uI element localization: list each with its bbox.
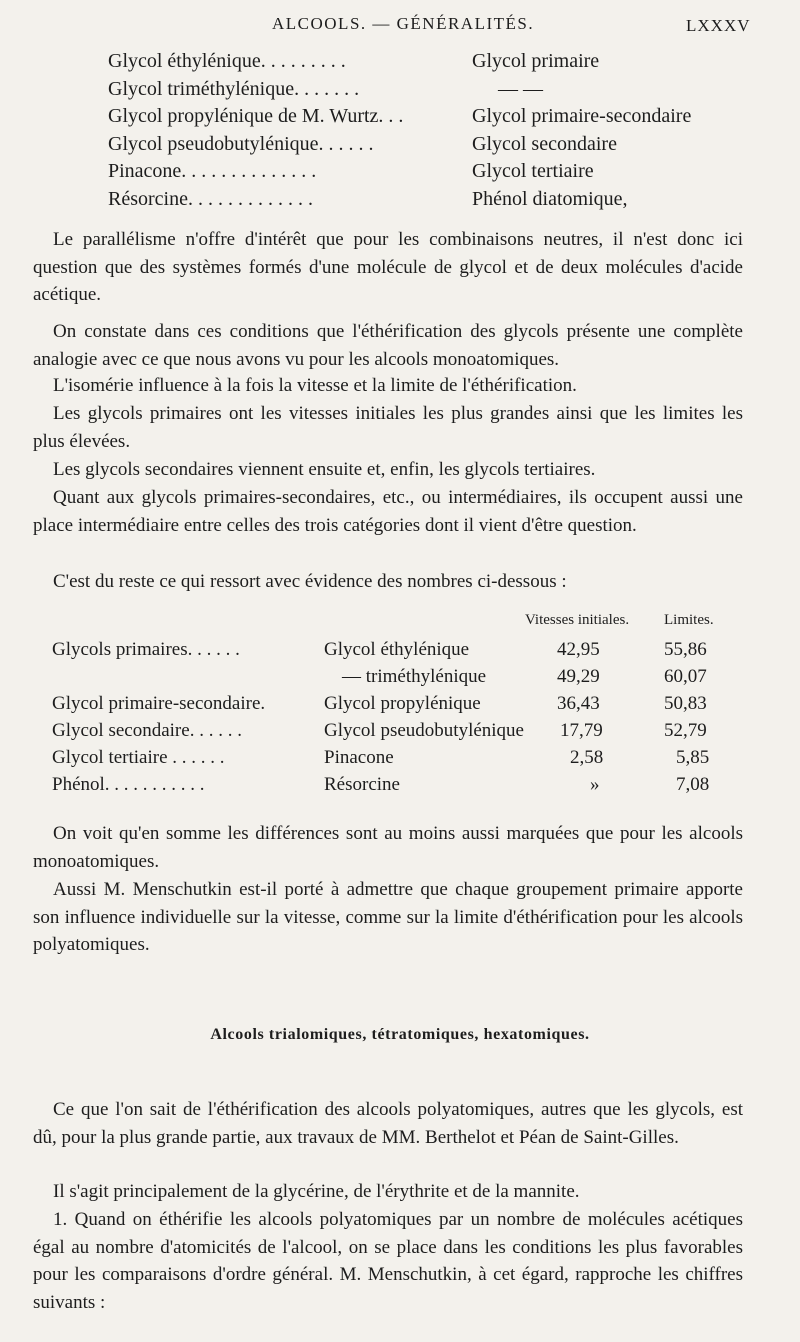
- compound-class: Glycol secondaire: [472, 132, 617, 155]
- table-cell-vitesse: 49,29: [557, 666, 600, 687]
- table-cell-vitesse: 17,79: [560, 720, 603, 741]
- list-item: [108, 48, 748, 76]
- compound-class: Glycol primaire: [472, 50, 600, 72]
- table-cell-category: Phénol. . . . . . . . . . .: [52, 774, 205, 795]
- list-item: [108, 76, 748, 104]
- table-cell-compound: Résorcine: [324, 774, 400, 795]
- table-cell-category: Glycol primaire-secondaire.: [52, 693, 266, 714]
- table-cell-vitesse: »: [590, 774, 600, 795]
- table-cell-category: Glycols primaires. . . . . .: [52, 639, 240, 660]
- table-cell-compound: — triméthylénique: [342, 666, 487, 687]
- paragraph: Aussi M. Menschutkin est-il porté à admettre que chaque groupement primaire apporte son influence individuelle sur la vitesse, comme sur la limite d'éthérification pour les alcools polyatomiques.: [33, 879, 743, 955]
- column-header-limites: Limites.: [664, 612, 714, 628]
- table-cell-compound: Glycol éthylénique: [324, 639, 470, 660]
- list-item: [108, 186, 748, 214]
- paragraph: On constate dans ces conditions que l'éthérification des glycols présente une complète analogie avec ce que nous avons vu pour les alcools monoatomiques.: [33, 321, 743, 370]
- table-cell-category: Glycol secondaire. . . . . .: [52, 720, 242, 741]
- table-cell-limite: 7,08: [676, 774, 710, 795]
- table-row: [52, 744, 752, 771]
- table-cell-limite: 52,79: [664, 720, 707, 741]
- compound-name: Glycol propylénique de M. Wurtz. . .: [108, 105, 404, 127]
- table-cell-limite: 50,83: [664, 693, 707, 714]
- list-item: [108, 158, 748, 186]
- table-cell-limite: 55,86: [664, 639, 707, 660]
- table-row: [52, 663, 752, 690]
- glycol-classification-list: [108, 48, 748, 213]
- table-row: [52, 771, 752, 798]
- column-header-vitesses: Vitesses initiales.: [525, 612, 630, 628]
- paragraph: On voit qu'en somme les différences sont au moins aussi marquées que pour les alcools monoatomiques.: [33, 823, 743, 872]
- paragraph: Le parallélisme n'offre d'intérêt que pour les combinaisons neutres, il n'est donc ici question que des systèmes formés d'une molécule de glycol et de deux molécules d'acide acétique.: [33, 229, 743, 305]
- compound-class: — —: [498, 77, 543, 100]
- running-header: [0, 14, 800, 40]
- section-heading: Alcools trialomiques, tétratomiques, hexatomiques.: [210, 1026, 590, 1043]
- table-cell-vitesse: 42,95: [557, 639, 600, 660]
- paragraph: L'isomérie influence à la fois la vitesse et la limite de l'éthérification.: [53, 375, 577, 396]
- paragraph: Ce que l'on sait de l'éthérification des alcools polyatomiques, autres que les glycols, est dû, pour la plus grande partie, aux travaux de MM. Berthelot et Péan de Saint-Gilles.: [33, 1099, 743, 1148]
- compound-name: Glycol pseudobutylénique. . . . . .: [108, 132, 374, 155]
- compound-name: Glycol éthylénique. . . . . . . . .: [108, 50, 346, 72]
- page-number: LXXXV: [686, 16, 751, 35]
- table-row: [52, 636, 752, 663]
- paragraph: Quant aux glycols primaires-secondaires, etc., ou intermédiaires, ils occupent aussi une place intermédiaire entre celles des trois catégories dont il vient d'être question.: [33, 487, 743, 536]
- compound-class: Glycol tertiaire: [472, 160, 594, 182]
- compound-name: Pinacone. . . . . . . . . . . . . .: [108, 160, 317, 182]
- table-row: [52, 690, 752, 717]
- table-cell-limite: 5,85: [676, 747, 710, 768]
- compound-class: Glycol primaire-secondaire: [472, 105, 692, 127]
- list-item: [108, 131, 748, 159]
- table-row: [52, 717, 752, 744]
- list-item: [108, 103, 748, 131]
- paragraph: Il s'agit principalement de la glycérine, de l'érythrite et de la mannite.: [53, 1181, 580, 1202]
- header-title: ALCOOLS. — GÉNÉRALITÉS.: [272, 14, 535, 33]
- compound-name: Résorcine. . . . . . . . . . . . .: [108, 187, 313, 210]
- table-cell-vitesse: 36,43: [557, 693, 600, 714]
- table-cell-compound: Glycol pseudobutylénique: [324, 720, 524, 741]
- table-cell-compound: Glycol propylénique: [324, 693, 481, 714]
- table-cell-compound: Pinacone: [324, 747, 394, 768]
- compound-class: Phénol diatomique,: [472, 187, 628, 210]
- paragraph: 1. Quand on éthérifie les alcools polyatomiques par un nombre de molécules acétiques égal au nombre d'atomicités de l'alcool, on se place dans les conditions les plus favorables pour les comparaisons d'ordre général. M. Menschutkin, à cet égard, rapproche les chiffres suivants :: [33, 1209, 743, 1313]
- paragraph: Les glycols primaires ont les vitesses initiales les plus grandes ainsi que les limites les plus élevées.: [33, 403, 743, 452]
- paragraph: Les glycols secondaires viennent ensuite et, enfin, les glycols tertiaires.: [53, 459, 596, 480]
- table-cell-category: Glycol tertiaire . . . . . .: [52, 747, 225, 768]
- paragraph: C'est du reste ce qui ressort avec évidence des nombres ci-dessous :: [53, 571, 567, 592]
- compound-name: Glycol triméthylénique. . . . . . .: [108, 77, 360, 100]
- table-cell-vitesse: 2,58: [570, 747, 604, 768]
- table-cell-limite: 60,07: [664, 666, 707, 687]
